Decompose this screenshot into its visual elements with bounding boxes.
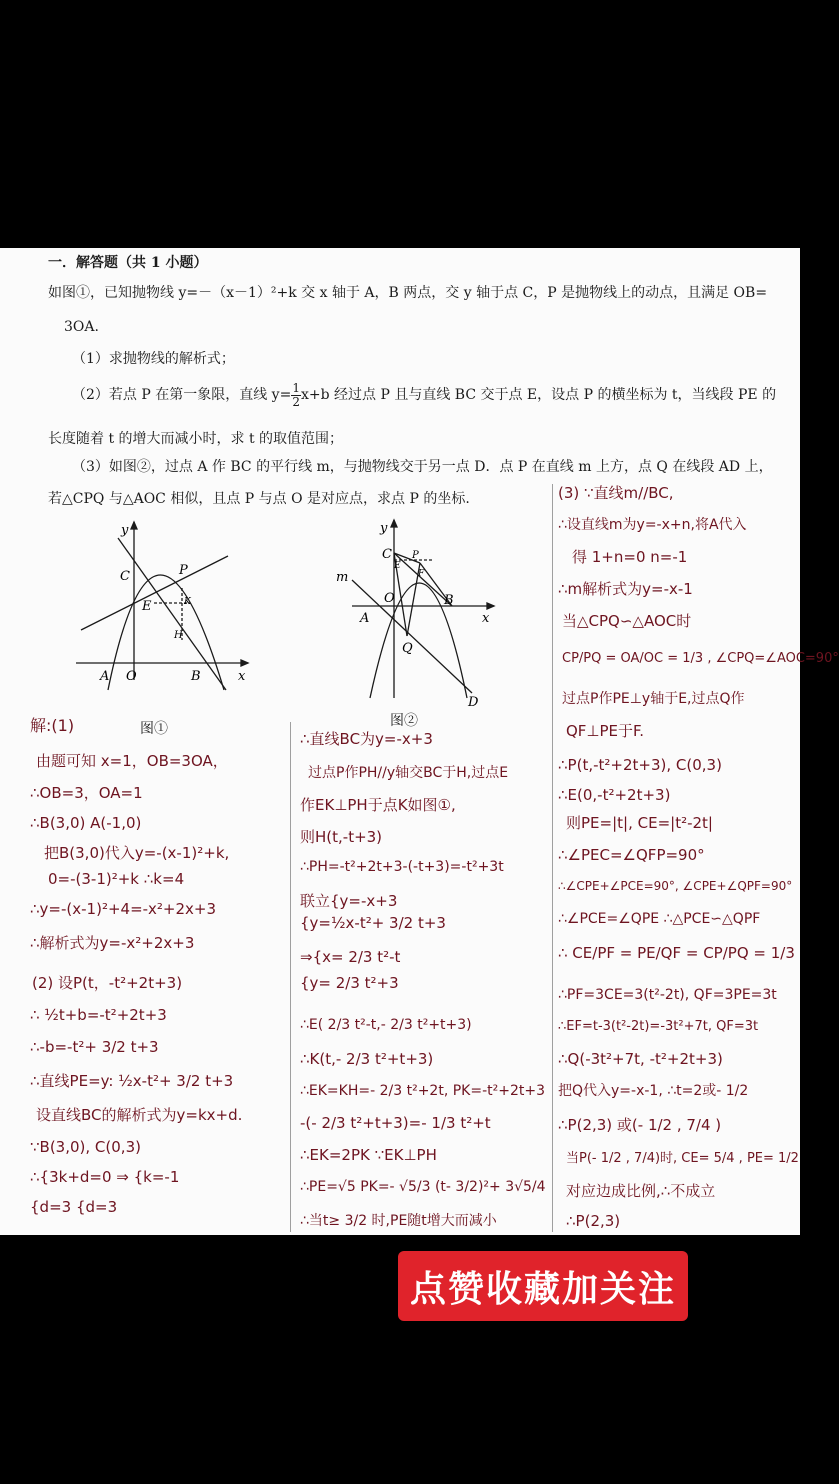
question-2-prefix: （2）若点 P 在第一象限，直线 y= [72, 387, 292, 404]
hw-line: ∴OB=3，OA=1 [30, 784, 143, 802]
question-3-line2: 若△CPQ 与△AOC 相似，且点 P 与点 O 是对应点，求点 P 的坐标. [48, 491, 470, 507]
fig1-label-y: y [121, 523, 129, 538]
fig1-label-A: A [100, 669, 110, 684]
fig2-label-D: D [468, 695, 479, 710]
hw-line: ∵B(3,0), C(0,3) [30, 1138, 141, 1156]
hw-line: ⇒{x= 2/3 t²-t [300, 948, 401, 966]
hw-line: ∴直线PE=y: ½x-t²+ 3/2 t+3 [30, 1072, 234, 1090]
question-2-suffix: x+b 经过点 P 且与直线 BC 交于点 E，设点 P 的横坐标为 t，当线段 PE 的 [300, 387, 777, 404]
question-1: （1）求抛物线的解析式； [72, 351, 235, 367]
hw-line: QF⊥PE于F. [566, 722, 645, 740]
fig2-label-m: m [336, 570, 349, 585]
hw-line: 联立{y=-x+3 [300, 892, 398, 910]
question-2-line2: 长度随着 t 的增大而减小时，求 t 的取值范围； [48, 431, 344, 447]
hw-line: {y= 2/3 t²+3 [300, 974, 399, 992]
fraction-numerator: 1 [292, 381, 300, 395]
column-divider-1 [290, 722, 291, 1232]
hw-line: (3) ∵直线m//BC, [558, 484, 674, 502]
fig1-label-O: O [126, 669, 137, 684]
hw-line: 把B(3,0)代入y=-(x-1)²+k, [44, 844, 230, 862]
fig2-label-B: B [444, 593, 454, 608]
fig2-label-P: P [412, 550, 419, 561]
hw-line: 由题可知 x=1，OB=3OA， [36, 752, 228, 770]
hw-line: ∴ CE/PF = PE/QF = CP/PQ = 1/3 [558, 944, 795, 962]
fig2-label-E: E [394, 561, 401, 571]
hw-line: ∴EK=KH=- 2/3 t²+2t, PK=-t²+2t+3 [300, 1083, 545, 1099]
hw-line: 得 1+n=0 n=-1 [572, 548, 688, 566]
hw-line: ∴∠PEC=∠QFP=90° [558, 846, 705, 864]
hw-line: ∴-b=-t²+ 3/2 t+3 [30, 1038, 159, 1056]
fig2-label-y: y [380, 521, 388, 536]
hw-line: ∴PH=-t²+2t+3-(-t+3)=-t²+3t [300, 859, 504, 875]
hw-line: 过点P作PE⊥y轴于E,过点Q作 [562, 691, 745, 707]
hw-line: 当△CPQ∽△AOC时 [562, 612, 692, 630]
figure-1-diagram [76, 520, 256, 690]
problem-stem-line1: 如图①，已知抛物线 y=－（x－1）²+k 交 x 轴于 A，B 两点，交 y 轴于点 C，P 是抛物线上的动点，且满足 OB= [48, 285, 768, 301]
hw-line: ∴PE=√5 PK=- √5/3 (t- 3/2)²+ 3√5/4 [300, 1179, 546, 1195]
hw-line: 设直线BC的解析式为y=kx+d. [36, 1106, 243, 1124]
fig2-label-C: C [382, 547, 392, 562]
hw-line: ∴∠CPE+∠PCE=90°, ∠CPE+∠QPF=90° [558, 879, 793, 893]
figure-2-caption: 图② [390, 713, 418, 729]
hw-line: ∴y=-(x-1)²+4=-x²+2x+3 [30, 900, 217, 918]
column-divider-2 [552, 484, 553, 1232]
hw-line: ∴B(3,0) A(-1,0) [30, 814, 142, 832]
hw-line: ∴Q(-3t²+7t, -t²+2t+3) [558, 1050, 723, 1068]
hw-line: 0=-(3-1)²+k ∴k=4 [48, 870, 185, 888]
fraction-denominator: 2 [292, 394, 300, 409]
hw-line: CP/PQ = OA/OC = 1/3 , ∠CPQ=∠AOC=90° [562, 651, 839, 666]
fig1-label-C: C [120, 569, 130, 584]
follow-banner[interactable]: 点赞收藏加关注 [398, 1251, 688, 1321]
hw-line: ∴ ½t+b=-t²+2t+3 [30, 1006, 167, 1024]
hw-line: ∴EK=2PK ∵EK⊥PH [300, 1146, 437, 1164]
fig2-label-A: A [360, 611, 370, 626]
fig2-label-x: x [482, 611, 490, 626]
hw-line: 解:(1) [30, 716, 75, 735]
hw-line: {d=3 {d=3 [30, 1198, 118, 1216]
fig2-label-Q: Q [402, 641, 413, 656]
fig1-label-H: H [174, 630, 183, 641]
question-2-line1 [72, 382, 776, 408]
question-2-fraction [291, 382, 301, 408]
question-3-line1: （3）如图②，过点 A 作 BC 的平行线 m，与抛物线交于另一点 D．点 P 在直线 m 上方，点 Q 在线段 AD 上， [72, 459, 773, 475]
fig2-label-O: O [384, 591, 395, 606]
fig1-label-P: P [179, 563, 188, 578]
hw-line: ∴K(t,- 2/3 t²+t+3) [300, 1050, 434, 1068]
hw-line: ∴PF=3CE=3(t²-2t), QF=3PE=3t [558, 987, 777, 1003]
hw-line: 把Q代入y=-x-1, ∴t=2或- 1/2 [558, 1083, 749, 1099]
hw-line: (2) 设P(t，-t²+2t+3) [32, 974, 183, 992]
hw-line: ∴解析式为y=-x²+2x+3 [30, 934, 195, 952]
fig1-label-K: K [184, 597, 191, 607]
section-title: 一．解答题（共 1 小题） [48, 255, 208, 271]
hw-line: ∴{3k+d=0 ⇒ {k=-1 [30, 1168, 180, 1186]
hw-line: ∴P(2,3) 或(- 1/2 , 7/4 ) [558, 1116, 722, 1134]
worksheet-page [0, 248, 839, 1235]
hw-line: ∴E(0,-t²+2t+3) [558, 786, 671, 804]
hw-line: 则H(t,-t+3) [300, 828, 383, 846]
hw-line: ∴直线BC为y=-x+3 [300, 730, 433, 748]
hw-line: {y=½x-t²+ 3/2 t+3 [300, 914, 446, 932]
hw-line: 则PE=|t|, CE=|t²-2t| [566, 814, 713, 832]
hw-line: ∴P(t,-t²+2t+3), C(0,3) [558, 756, 722, 774]
hw-line: 作EK⊥PH于点K如图①, [300, 796, 456, 814]
hw-line: ∴设直线m为y=-x+n,将A代入 [558, 517, 747, 533]
hw-line: ∴∠PCE=∠QPE ∴△PCE∽△QPF [558, 911, 761, 927]
figure-1-caption: 图① [140, 721, 168, 737]
fig1-label-B: B [191, 669, 201, 684]
hw-line: 过点P作PH//y轴交BC于H,过点E [308, 765, 509, 781]
hw-line: ∴E( 2/3 t²-t,- 2/3 t²+t+3) [300, 1017, 472, 1033]
hw-line: -(- 2/3 t²+t+3)=- 1/3 t²+t [300, 1114, 491, 1132]
problem-stem-line2: 3OA. [64, 319, 99, 335]
hw-line: ∴m解析式为y=-x-1 [558, 580, 693, 598]
fig1-label-E: E [142, 599, 152, 614]
hw-line: ∴EF=t-3(t²-2t)=-3t²+7t, QF=3t [558, 1019, 759, 1034]
hw-line: ∴P(2,3) [566, 1212, 621, 1230]
fig2-label-F: F [418, 569, 425, 579]
fig1-label-x: x [238, 669, 246, 684]
hw-line: 当P(- 1/2 , 7/4)时, CE= 5/4 , PE= 1/2 [566, 1151, 799, 1166]
hw-line: 对应边成比例,∴不成立 [566, 1182, 716, 1200]
hw-line: ∴当t≥ 3/2 时,PE随t增大而减小 [300, 1213, 497, 1229]
figure-2-diagram [332, 518, 502, 708]
